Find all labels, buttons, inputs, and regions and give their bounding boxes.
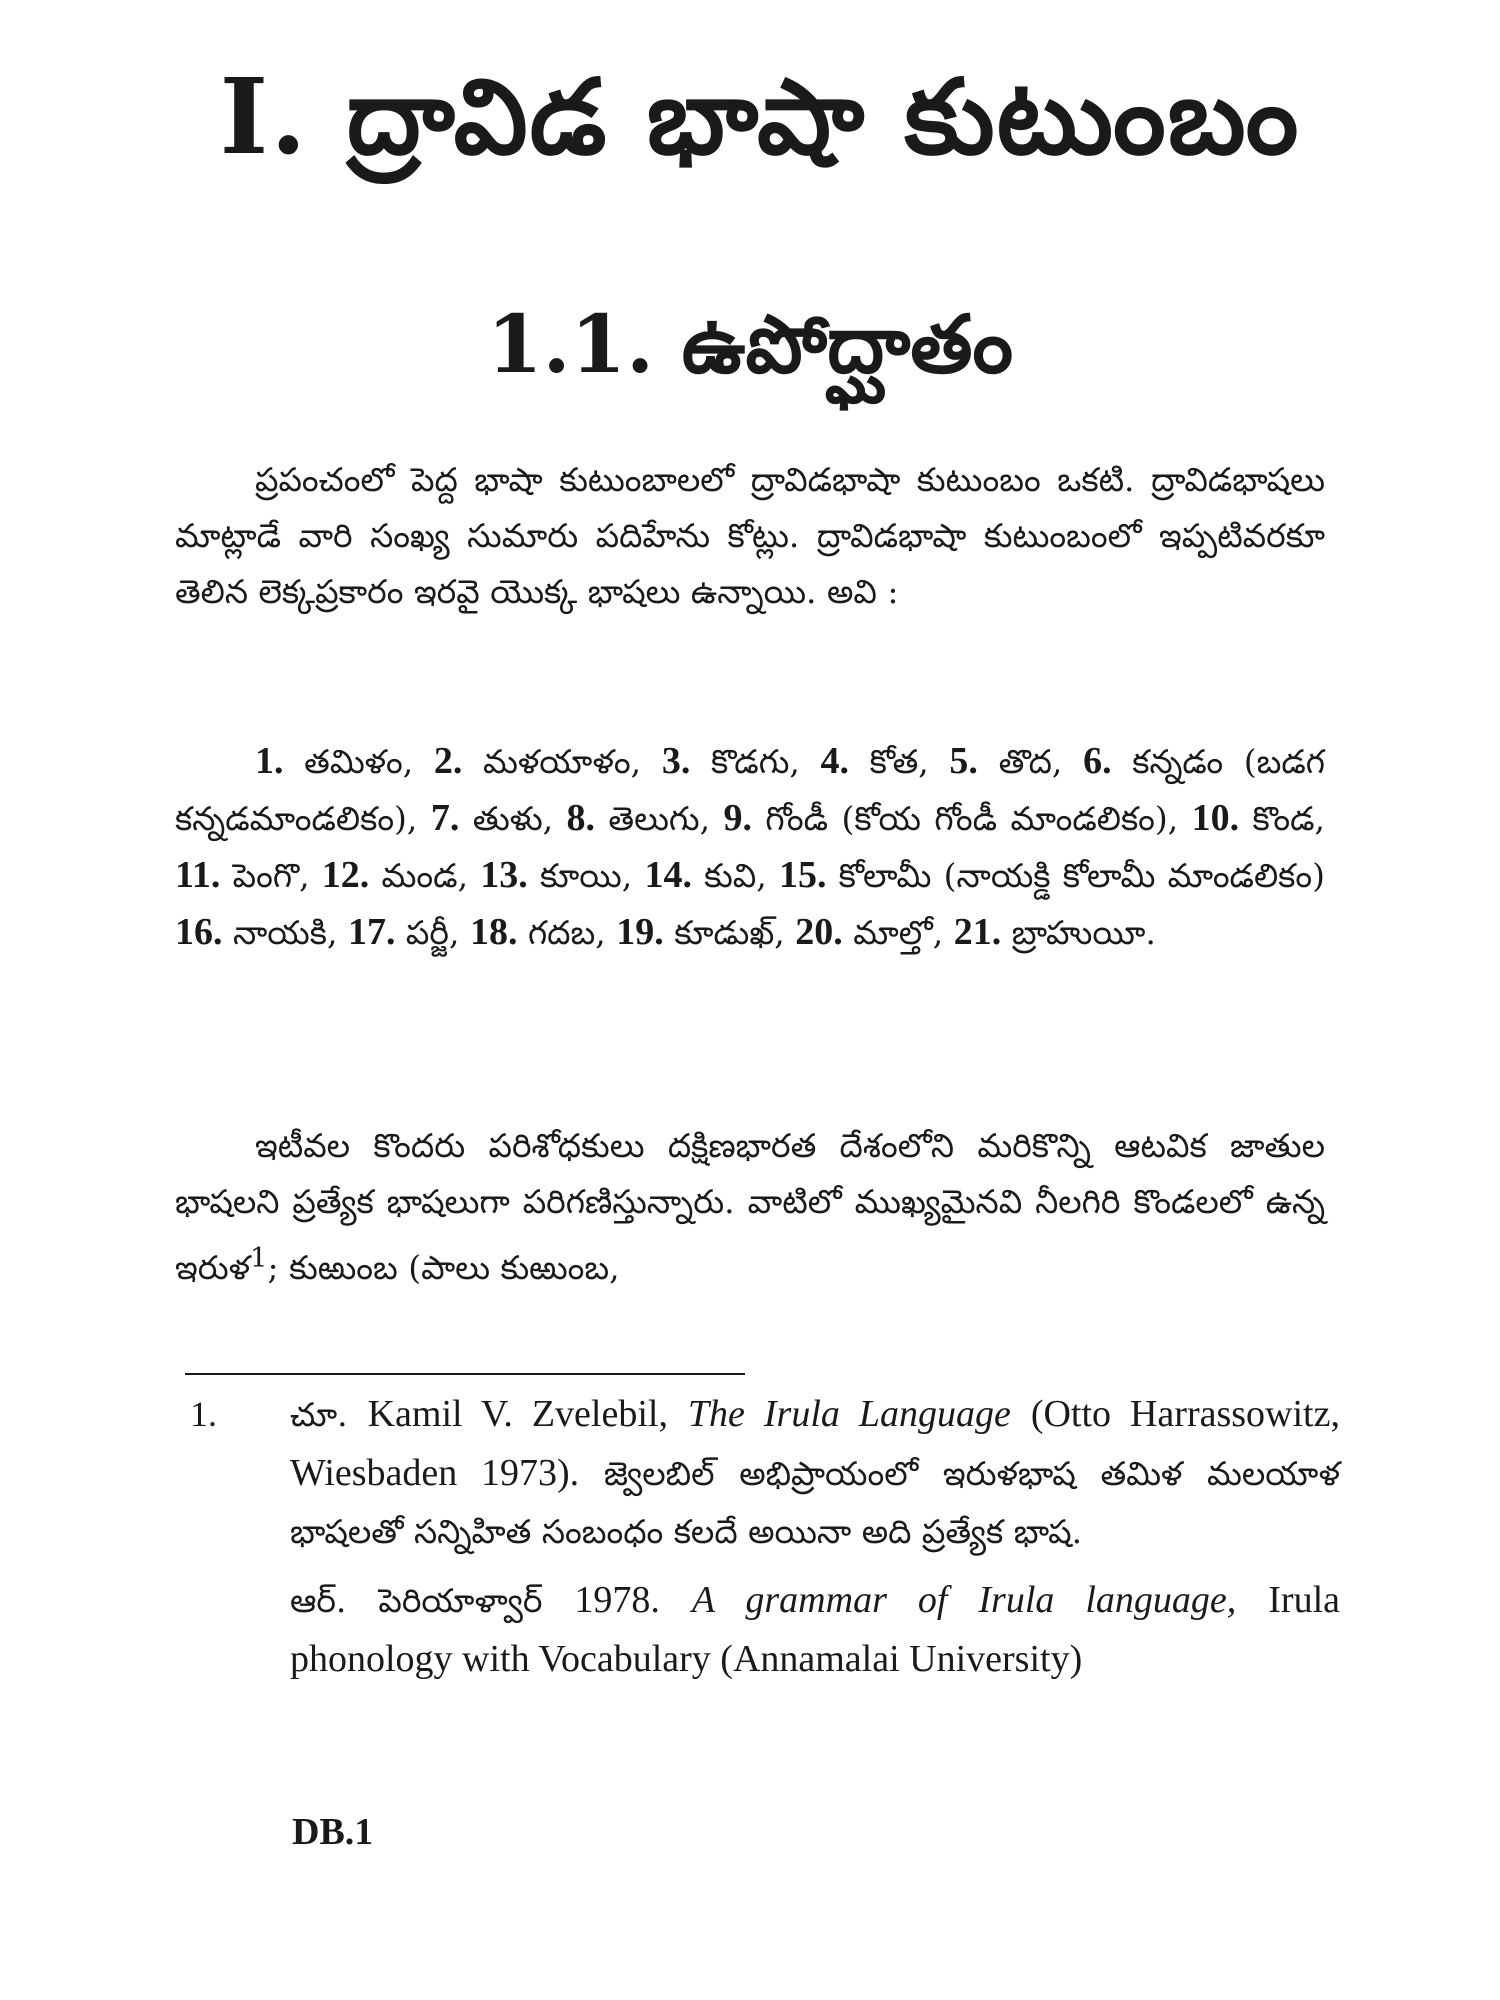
language-number: 5. [949, 740, 978, 782]
language-item [255, 742, 413, 781]
language-number: 7. [430, 797, 460, 839]
intro-paragraph [175, 452, 1325, 620]
footnote-prefix: చూ. [290, 1395, 348, 1434]
language-name: తమిళం, [283, 742, 414, 781]
footnote-second-reference [290, 1571, 1340, 1689]
language-item [795, 913, 943, 952]
language-name: మళయాళం, [462, 742, 642, 781]
language-item [1192, 799, 1325, 838]
footnote-note: జ్వెలబిల్ అభిప్రాయంలో ఇరుళభాష తమిళ మలయాళ భాషలతో సన్నిహిత సంబంధం కలదే అయినా అది ప్రత్యేక భాష. [290, 1454, 1340, 1551]
footnote-divider [185, 1373, 745, 1375]
language-item [480, 856, 632, 895]
footnote-author: Kamil V. Zvelebil, [367, 1393, 668, 1435]
language-list-items [175, 742, 1325, 952]
language-number: 18. [469, 911, 518, 953]
chapter-heading [160, 55, 1360, 178]
language-name: మాల్తో, [842, 913, 944, 952]
language-name: కోత, [849, 742, 929, 781]
language-number: 13. [480, 854, 528, 896]
language-number: 11. [175, 854, 221, 896]
footnote-body [290, 1385, 1340, 1561]
ref2-year: 1978. [574, 1579, 660, 1621]
recent-research-paragraph [175, 1118, 1325, 1296]
language-item [644, 856, 766, 895]
language-name: తుళు, [459, 799, 554, 838]
language-name: గోండీ (కోయ గోండీ మాండలికం), [751, 799, 1179, 838]
language-name: మండ, [369, 856, 469, 895]
language-name: పెంగొ, [220, 856, 310, 895]
language-name: కన్నడం (బడగ కన్నడమాండలికం), [175, 742, 1326, 838]
language-number: 9. [723, 797, 752, 839]
language-item [175, 913, 337, 952]
footnote-publisher: (Otto Harrassowitz, Wiesbaden 1973). [290, 1393, 1340, 1494]
recent-research-text-end: ; కుఱుంబ (పాలు కుఱుంబ, [267, 1248, 620, 1287]
language-name: తొద, [977, 742, 1063, 781]
language-name: కొడగు, [690, 742, 800, 781]
language-item [954, 913, 1156, 952]
language-number: 1. [255, 740, 284, 782]
chapter-title: ద్రావిడ భాషా కుటుంబం [346, 55, 1301, 178]
language-name: నాయకి, [222, 913, 338, 952]
language-item [567, 799, 711, 838]
language-name: గదబ, [517, 913, 606, 952]
page-code: DB.1 [292, 1811, 374, 1853]
language-item [322, 856, 468, 895]
section-heading [200, 297, 1300, 391]
footnote [190, 1385, 1340, 1689]
language-item [348, 913, 460, 952]
language-number: 2. [433, 740, 463, 782]
ref2-rest: Irula phonology with Vocabulary (Annamalai University) [290, 1579, 1341, 1680]
language-name: కూయి, [527, 856, 633, 895]
language-number: 17. [347, 911, 396, 953]
language-item [779, 856, 1325, 895]
language-item [431, 799, 553, 838]
language-name: తెలుగు, [595, 799, 711, 838]
language-number: 8. [566, 797, 596, 839]
language-number: 16. [175, 911, 223, 953]
language-number: 3. [661, 740, 691, 782]
recent-research-text: ఇటీవల కొందరు పరిశోధకులు దక్షిణభారత దేశంలోని మరికొన్ని ఆటవిక జాతుల భాషలని ప్రత్యేక భాషలుగా పరిగణిస్తున్నారు. వాటిలో ముఖ్యమైనవి నీలగిరి కొండలలో ఉన్న ఇరుళ [175, 1126, 1325, 1287]
section-number: 1.1. [486, 297, 654, 391]
language-number: 6. [1083, 740, 1112, 782]
language-number: 4. [820, 740, 850, 782]
language-item [662, 742, 800, 781]
language-number: 10. [1191, 797, 1240, 839]
language-name: పర్జీ, [395, 913, 460, 952]
language-number: 15. [778, 854, 827, 896]
language-name: కువి, [691, 856, 767, 895]
language-item [949, 742, 1062, 781]
intro-paragraph-text: ప్రపంచంలో పెద్ద భాషా కుటుంబాలలో ద్రావిడభాషా కుటుంబం ఒకటి. ద్రావిడభాషలు మాట్లాడే వారి సంఖ్య సుమారు పదిహేను కోట్లు. ద్రావిడభాషా కుటుంబంలో ఇప్పటివరకూ తెలిన లెక్కప్రకారం ఇరవై యొక్క భాషలు ఉన్నాయి. అవి : [175, 460, 1325, 611]
language-item [723, 799, 1178, 838]
language-number: 19. [616, 911, 664, 953]
language-item [821, 742, 929, 781]
language-name: కోలామీ (నాయక్డి కోలామీ మాండలికం) [826, 856, 1325, 895]
language-name: బ్రాహుయీ. [1001, 913, 1156, 952]
chapter-number: I. [219, 55, 309, 178]
footnote-marker: 1 [250, 1242, 268, 1274]
language-name: కూడుఖ్, [663, 913, 785, 952]
language-number: 12. [321, 854, 370, 896]
footnote-number: 1. [190, 1394, 217, 1434]
language-number: 21. [953, 911, 1002, 953]
ref2-author: ఆర్. పెరియాళ్వార్ [290, 1581, 543, 1620]
language-number: 20. [795, 911, 843, 953]
language-item [434, 742, 641, 781]
section-title: ఉపోద్ఘాతం [681, 297, 1014, 391]
ref2-title: A grammar of Irula language, [691, 1579, 1237, 1621]
footnote-book: The Irula Language [687, 1393, 1011, 1435]
language-item [616, 913, 785, 952]
language-number: 14. [644, 854, 692, 896]
language-item [175, 856, 310, 895]
language-item [470, 913, 606, 952]
language-name: కొండ, [1239, 799, 1325, 838]
language-list [175, 733, 1325, 961]
